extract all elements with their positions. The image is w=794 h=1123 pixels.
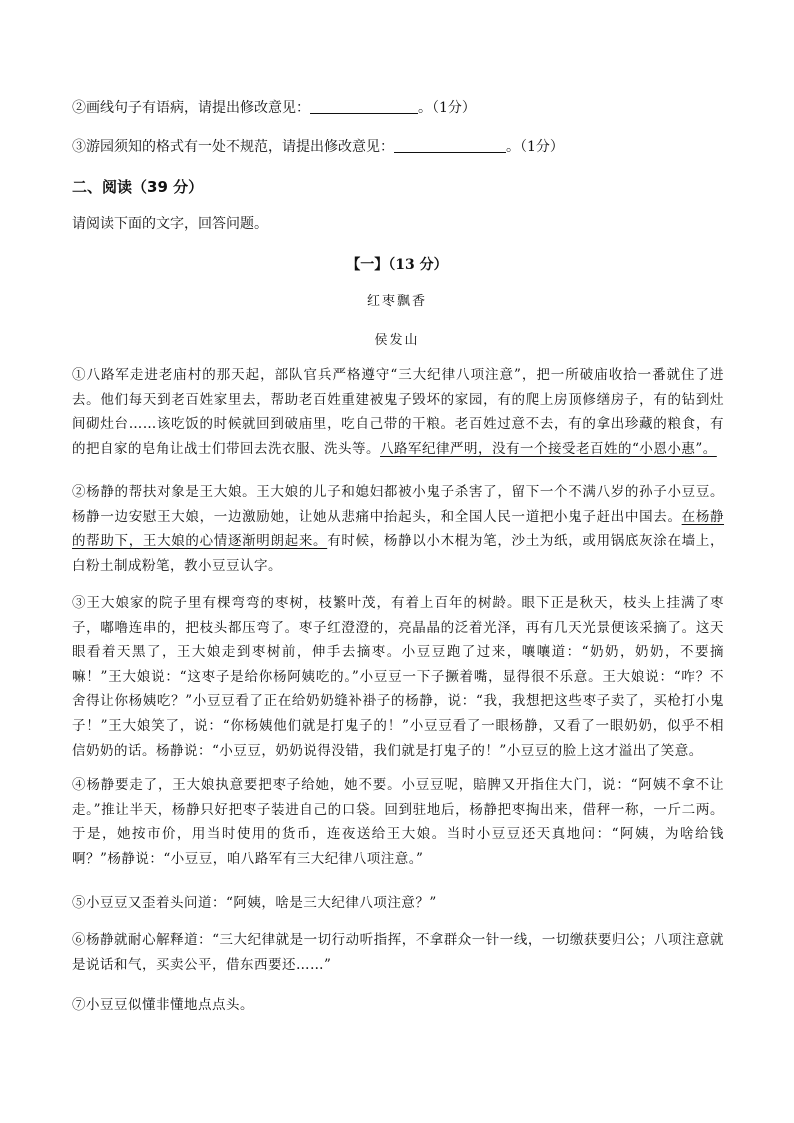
article-author: 侯发山: [374, 333, 420, 348]
paragraph-4-text: ④杨静要走了，王大娘执意要把枣子给她，她不要。小豆豆呢，賠脾又开指住大门，说：“阿姨不拿不让走。”推让半天，杨静只好把枣子装进自己的口袋。回到驻地后，杨静把枣掏出来，借秤一称，一斤二两。于是，她按市价，用当时使用的货币，连夜送给王大娘。当时小豆豆还天真地问：“阿姨，为啥给钱啊？”杨静说：“小豆豆，咱八路军有三大纪律八项注意。”: [72, 777, 724, 867]
article-title: 红枣飘香: [366, 294, 427, 309]
paragraph-6-text: ⑥杨静就耐心解释道：“三大纪律就是一切行动听指挥，不拿群众一针一线，一切缴获要归公；八项注意就是说话和气，买卖公平，借东西要还……”: [72, 932, 724, 973]
paragraph-6: [72, 928, 724, 977]
underlined-sentence-1: 八路军纪律严明，没有一个接受老百姓的“小恩小惠”。: [380, 440, 717, 457]
instruction-text: 请阅读下面的文字，回答问题。: [72, 216, 268, 232]
paragraph-7-text: ⑦小豆豆似懂非懂地点点头。: [72, 997, 254, 1013]
paragraph-7: [72, 993, 724, 1018]
paragraph-5-text: ⑤小豆豆又歪着头问道：“阿姨，啥是三大纪律八项注意？”: [72, 895, 437, 911]
paragraph-1-text: ①八路军走进老庙村的那天起，部队官兵严格遵守“三大纪律八项注意”，把一所破庙收拾一番就住了进去。他们每天到老百姓家里去，帮助老百姓重建被鬼子毁坏的家园，有的爬上房顶修缮房子，有的钻到灶间砌灶台……该吃饭的时候就回到破庙里，吃自己带的干粮。老百姓过意不去，有的拿出珍藏的粮食，有的把自家的皂角让战士们带回去洗衣服、洗头等。: [72, 367, 724, 457]
question-2-score: 。（1分）: [418, 100, 476, 116]
paragraph-5: [72, 891, 724, 916]
section-heading: 二、阅读（39 分）: [72, 178, 204, 196]
paragraph-3-text: ③王大娘家的院子里有棵弯弯的枣树，枝繁叶茂，有着上百年的树龄。眼下正是秋天，枝头上挂满了枣子，嘟噜连串的，把枝头都压弯了。枣子红澄澄的，亮晶晶的泛着光泽，再有几天光景便该采摘了。这天眼看着天黑了，王大娘走到枣树前，伸手去摘枣。小豆豆跑了过来，嚷嚷道：“奶奶，奶奶，不要摘嘛！”王大娘说：“这枣子是给你杨阿姨吃的。”小豆豆一下子撅着嘴，显得很不乐意。王大娘说：“咋？不舍得让你杨姨吃？”小豆豆看了正在给奶奶缝补褂子的杨静，说：“我，我想把这些枣子卖了，买枪打小鬼子！”王大娘笑了，说：“你杨姨他们就是打鬼子的！”小豆豆看了一眼杨静，又看了一眼奶奶，似乎不相信奶奶的话。杨静说：“小豆豆，奶奶说得没错，我们就是打鬼子的！”小豆豆的脸上这才溢出了笑意。: [72, 595, 724, 759]
answer-blank-3[interactable]: [394, 138, 506, 153]
question-3: [72, 137, 564, 157]
question-3-text: ③游园须知的格式有一处不规范，请提出修改意见：: [72, 139, 394, 155]
question-2-text: ②画线句子有语病，请提出修改意见：: [72, 100, 310, 116]
answer-blank-2[interactable]: [310, 99, 418, 114]
question-2: [72, 98, 476, 118]
part-title: 【一】（13 分）: [346, 257, 448, 273]
paragraph-4: [72, 773, 724, 871]
paragraph-2-tail: 有时候，杨静以小木棍为笔，沙土为纸，或用锅底灰涂在墙上，白粉土制成粉笔，教小豆豆认字。: [72, 533, 725, 574]
paragraph-1: [72, 363, 724, 461]
question-3-score: 。（1分）: [506, 139, 564, 155]
paragraph-2: [72, 480, 724, 578]
paragraph-3: [72, 591, 724, 763]
underlined-sentence-2: 在杨静的帮助下，王大娘的心情逐渐明朗起来。: [72, 508, 725, 550]
paragraph-2-text: ②杨静的帮扶对象是王大娘。王大娘的儿子和媳妇都被小鬼子杀害了，留下一个不满八岁的孙子小豆豆。杨静一边安慰王大娘，一边激励她，让她从悲痛中抬起头，和全国人民一道把小鬼子赶出中国去。: [72, 484, 724, 525]
